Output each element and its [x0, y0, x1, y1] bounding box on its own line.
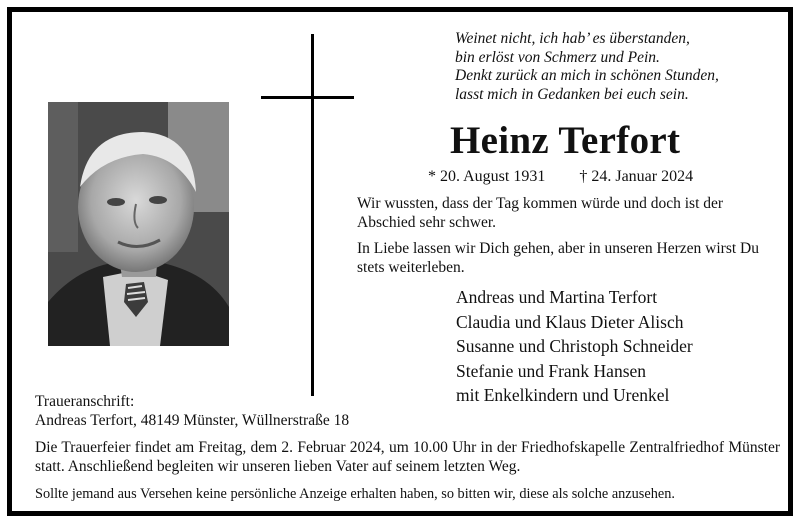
portrait-photo-drawing	[48, 102, 229, 346]
birth-date: * 20. August 1931	[428, 168, 546, 185]
family-member: mit Enkelkindern und Urenkel	[456, 385, 670, 405]
family-member: Susanne und Christoph Schneider	[456, 336, 693, 356]
address-label: Traueranschrift:	[35, 393, 135, 410]
death-date: † 24. Januar 2024	[579, 168, 694, 185]
footer-note: Sollte jemand aus Versehen keine persönliche Anzeige erhalten haben, so bitten wir, diese als solche anzusehen.	[35, 486, 675, 502]
life-dates	[428, 168, 693, 186]
poem	[455, 30, 785, 104]
obituary-card	[7, 7, 793, 516]
portrait-photo	[48, 102, 229, 346]
poem-line: Weinet nicht, ich hab’ es überstanden,	[455, 30, 690, 47]
poem-line: lasst mich in Gedanken bei euch sein.	[455, 85, 689, 103]
mourning-address	[35, 392, 349, 430]
cross-icon-bar	[261, 96, 354, 99]
family-member: Stefanie und Frank Hansen	[456, 360, 647, 381]
address-text: Andreas Terfort, 48149 Münster, Wüllnerstraße 18	[35, 412, 350, 429]
cross-icon	[311, 34, 314, 396]
love-paragraph: In Liebe lassen wir Dich gehen, aber in unseren Herzen wirst Du stets weiterleben.	[357, 240, 759, 276]
poem-line: Denkt zurück an mich in schönen Stunden,	[455, 67, 719, 84]
family-list	[456, 285, 693, 408]
poem-line: bin erlöst von Schmerz und Pein.	[455, 48, 660, 66]
deceased-name: Heinz Terfort	[450, 119, 681, 162]
funeral-info: Die Trauerfeier findet am Freitag, dem 2. Februar 2024, um 10.00 Uhr in der Friedhofskapelle Zentralfriedhof Münster statt. Anschließend begleiten wir unseren lieben Vater auf seinem letzten Weg.	[35, 439, 780, 475]
family-member: Claudia und Klaus Dieter Alisch	[456, 311, 684, 332]
family-member: Andreas und Martina Terfort	[456, 287, 658, 307]
farewell-paragraph: Wir wussten, dass der Tag kommen würde und doch ist der Abschied sehr schwer.	[357, 195, 724, 231]
